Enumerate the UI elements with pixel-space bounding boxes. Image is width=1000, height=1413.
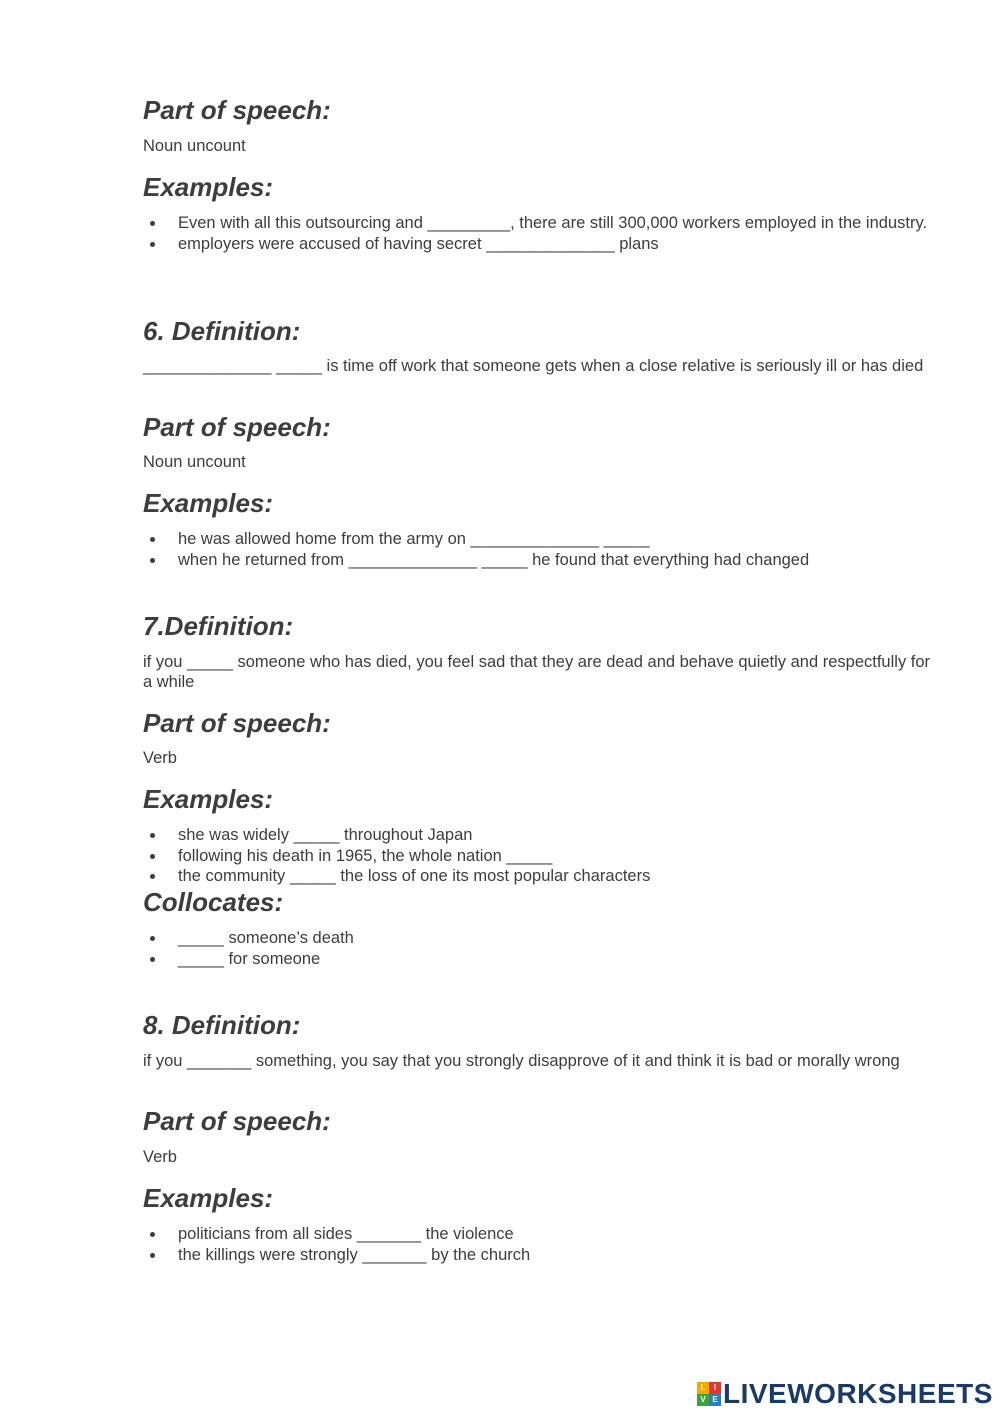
part-of-speech-value: Noun uncount: [143, 137, 246, 155]
example-item: the killings were strongly _______ by the church: [143, 1245, 933, 1266]
definition-text: ______________ _____ is time off work that someone gets when a close relative is seriously ill or has died: [143, 357, 924, 375]
example-item: Even with all this outsourcing and _________, there are still 300,000 workers employed in the industry.: [143, 213, 933, 234]
example-item: following his death in 1965, the whole nation _____: [143, 846, 933, 867]
definition-text: if you _______ something, you say that you strongly disapprove of it and think it is bad or morally wrong: [143, 1052, 900, 1070]
collocate-item: _____ someone’s death: [143, 928, 933, 949]
examples-heading: Examples:: [143, 172, 274, 202]
examples-list: [143, 1224, 933, 1265]
collocate-item: _____ for someone: [143, 949, 933, 970]
example-item: she was widely _____ throughout Japan: [143, 825, 933, 846]
logo-mark-cell: I: [709, 1382, 721, 1394]
collocates-list: [143, 928, 933, 969]
logo-mark-cell: L: [697, 1382, 709, 1394]
examples-heading: Examples:: [143, 1183, 274, 1213]
part-of-speech-heading: Part of speech:: [143, 708, 331, 738]
examples-list: [143, 529, 933, 570]
example-item: employers were accused of having secret ______________ plans: [143, 234, 933, 255]
examples-heading: Examples:: [143, 784, 274, 814]
liveworksheets-logo: [697, 1378, 993, 1410]
definition-heading: 8. Definition:: [143, 1010, 301, 1040]
example-item: when he returned from ______________ _____ he found that everything had changed: [143, 550, 933, 571]
examples-list: [143, 213, 933, 254]
definition-heading: 6. Definition:: [143, 316, 301, 346]
examples-list: [143, 825, 933, 887]
definition-text: if you _____ someone who has died, you feel sad that they are dead and behave quietly and respectfully for a while: [143, 653, 931, 691]
part-of-speech-heading: Part of speech:: [143, 1106, 331, 1136]
collocates-heading: Collocates:: [143, 887, 284, 917]
part-of-speech-value: Noun uncount: [143, 453, 246, 471]
logo-mark-cell: E: [709, 1394, 721, 1406]
logo-text: LIVEWORKSHEETS: [723, 1378, 993, 1409]
part-of-speech-value: Verb: [143, 1148, 177, 1166]
example-item: politicians from all sides _______ the violence: [143, 1224, 933, 1245]
part-of-speech-heading: Part of speech:: [143, 95, 331, 125]
part-of-speech-value: Verb: [143, 749, 177, 767]
example-item: the community _____ the loss of one its most popular characters: [143, 866, 933, 887]
definition-heading: 7.Definition:: [143, 611, 294, 641]
example-item: he was allowed home from the army on ______________ _____: [143, 529, 933, 550]
logo-mark-icon: [697, 1382, 721, 1406]
part-of-speech-heading: Part of speech:: [143, 412, 331, 442]
examples-heading: Examples:: [143, 488, 274, 518]
logo-mark-cell: V: [697, 1394, 709, 1406]
